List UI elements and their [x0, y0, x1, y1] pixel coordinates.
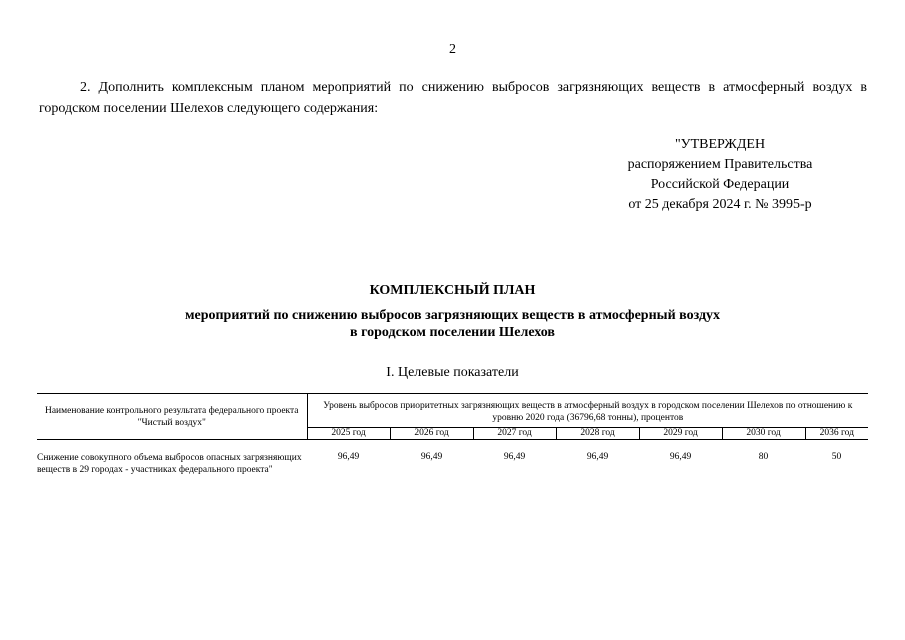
table-header-year: 2028 год [556, 428, 639, 440]
table-header-year: 2025 год [307, 428, 390, 440]
section-title: I. Целевые показатели [386, 365, 519, 380]
table-cell-value: 50 [831, 452, 842, 462]
table-cell-value: 96,49 [337, 452, 360, 462]
plan-subtitle [0, 307, 905, 341]
plan-subtitle-line-2: в городском поселении Шелехов [350, 325, 555, 340]
table-header-year: 2026 год [390, 428, 473, 440]
table-cell-value: 96,49 [669, 452, 692, 462]
approval-line-4: от 25 декабря 2024 г. № 3995-р [628, 197, 812, 212]
table-row [37, 440, 868, 477]
approval-line-3: Российской Федерации [650, 177, 790, 192]
table-header-name: Наименование контрольного результата федерального проекта "Чистый воздух" [37, 394, 307, 440]
table-cell-value: 96,49 [420, 452, 443, 462]
table-header-year: 2029 год [639, 428, 722, 440]
table-cell-name: Снижение совокупного объема выбросов опасных загрязняющих веществ в 29 городах - участниках федерального проекта" [37, 453, 302, 475]
approval-stamp [600, 135, 840, 215]
table-header-year: 2036 год [805, 428, 868, 440]
plan-title: КОМПЛЕКСНЫЙ ПЛАН [369, 283, 536, 298]
plan-subtitle-line-1: мероприятий по снижению выбросов загрязняющих веществ в атмосферный воздух [184, 308, 721, 323]
indicators-table [37, 393, 868, 476]
intro-paragraph: 2. Дополнить комплексным планом мероприятий по снижению выбросов загрязняющих веществ в атмосферный воздух в городском поселении Шелехов следующего содержания: [39, 80, 867, 116]
approval-line-2: распоряжением Правительства [627, 157, 813, 172]
table-cell-value: 80 [758, 452, 769, 462]
page-number: 2 [449, 42, 456, 57]
table-header-group: Уровень выбросов приоритетных загрязняющих веществ в атмосферный воздух в городском поселении Шелехов по отношению к уровню 2020 года (36796,68 тонны), процентов [307, 394, 868, 428]
table-cell-value: 96,49 [503, 452, 526, 462]
table-cell-value: 96,49 [586, 452, 609, 462]
approval-line-1: "УТВЕРЖДЕН [674, 137, 766, 152]
table-header-year: 2027 год [473, 428, 556, 440]
table-header-year: 2030 год [722, 428, 805, 440]
